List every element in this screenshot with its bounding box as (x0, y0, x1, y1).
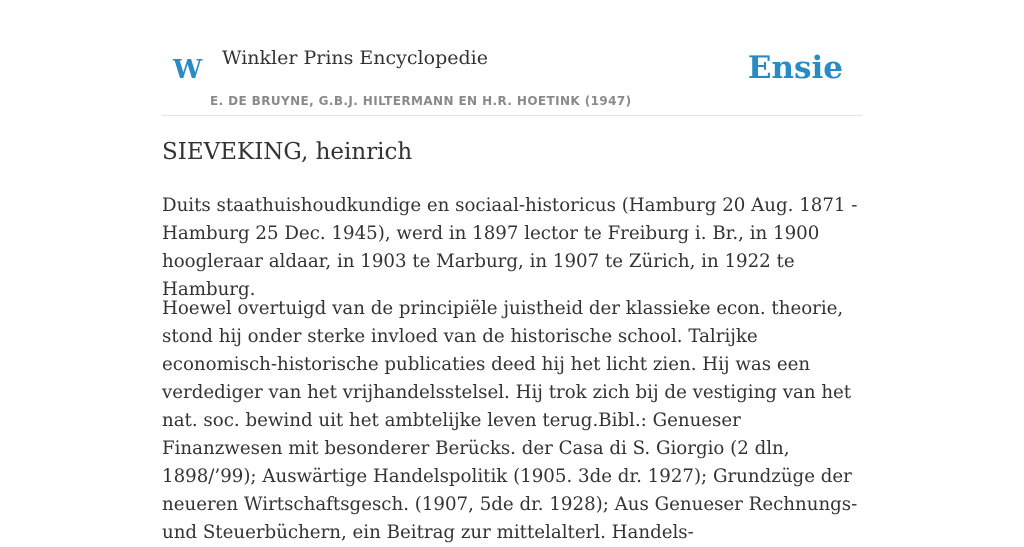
ensie-logo[interactable]: Ensie (747, 50, 843, 86)
article-paragraph-1: Duits staathuishoudkundige en sociaal-historicus (Hamburg 20 Aug. 1871 - Hamburg 25 Dec. 1945), werd in 1897 lector te Freiburg i. Br., in 1900 hoogleraar aldaar, in 1903 te Marburg, in 1907 te Zürich, in 1922 te Hamburg. (162, 195, 858, 300)
winkler-prins-logo[interactable]: W (173, 55, 203, 85)
site-title[interactable]: Winkler Prins Encyclopedie (222, 47, 488, 69)
article-paragraph-2: Hoewel overtuigd van de principiële juistheid der klassieke econ. theorie, stond hij onder sterke invloed van de historische school. Talrijke economisch-historische publicaties deed hij het licht zien. Hij was een verdediger van het vrijhandelsstelsel. Hij trok zich bij de vestiging van het nat. soc. bewind uit het ambtelijke leven terug.Bibl.: Genueser Finanzwesen mit besonderer Berücks. der Casa di S. Giorgio (2 dln, 1898/’99); Auswärtige Handelspolitik (1905. 3de dr. 1927); Grundzüge der neueren Wirtschaftsgesch. (1907, 5de dr. 1928); Aus Genueser Rechnungs- und Steuerbüchern, ein Beitrag zur mittelalterl. Handels- (162, 298, 858, 543)
article-title: SIEVEKING, heinrich (162, 139, 413, 165)
site-header (162, 40, 862, 116)
authors-line: E. DE BRUYNE, G.B.J. HILTERMANN EN H.R. HOETINK (1947) (210, 94, 632, 108)
